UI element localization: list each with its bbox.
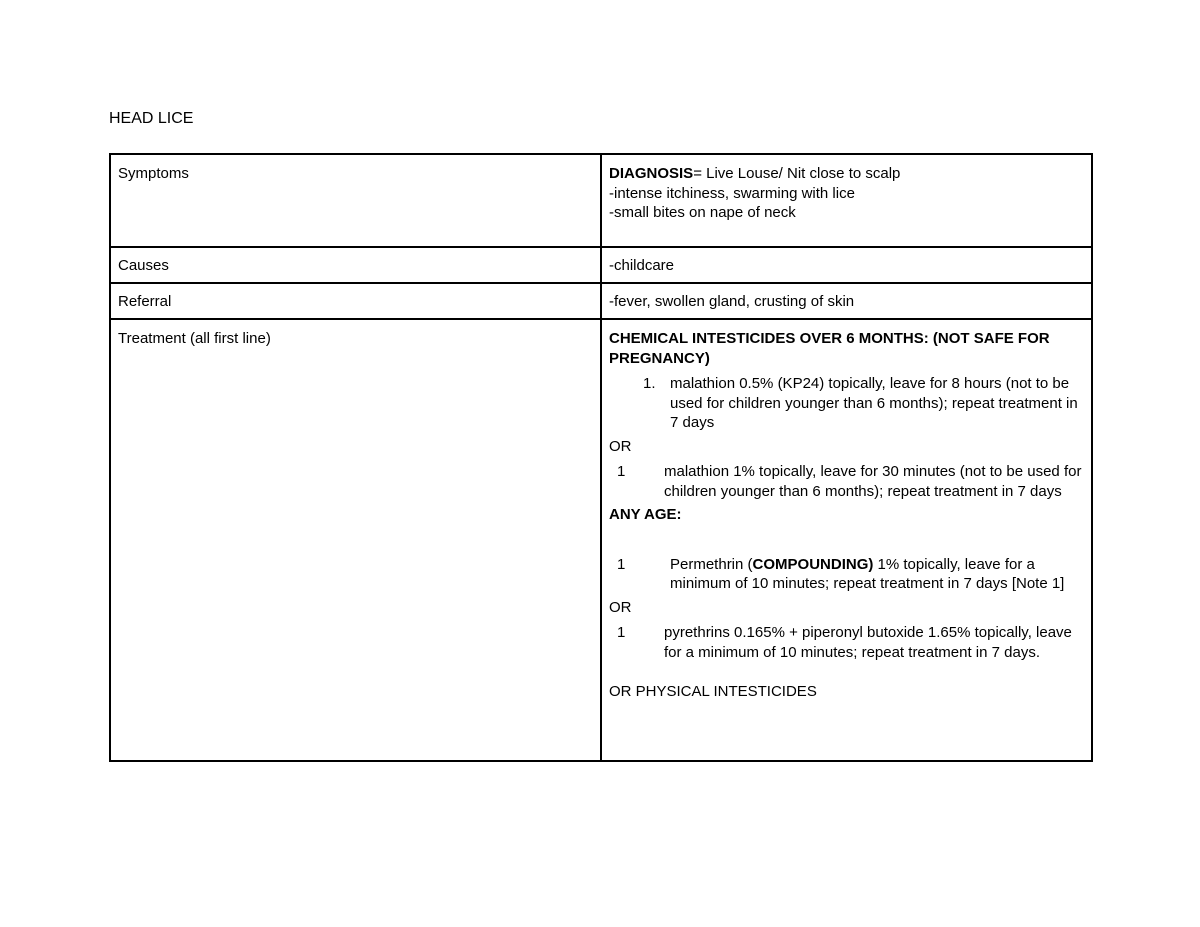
list-item-malathion-1 [609,462,1084,501]
diagnosis-line [609,164,1084,184]
chemical-heading-text: CHEMICAL INTESTICIDES OVER 6 MONTHS: (NOT SAFE FOR PREGNANCY) [609,330,1050,367]
or-separator: OR [609,437,632,455]
diagnosis-bold: DIAGNOSIS [609,165,694,182]
table-row-referral [110,283,1092,319]
compounding-bold: COMPOUNDING) [752,555,874,573]
causes-label: Causes [118,257,169,274]
causes-value: -childcare [609,257,675,274]
list-number: 1 [617,624,626,641]
permethrin-pre: Permethrin ( [670,555,753,573]
any-age-text: ANY AGE: [609,506,682,523]
chemical-heading [609,329,1084,368]
spacer [609,525,1084,549]
document-title: HEAD LICE [109,110,194,127]
list-item-pyrethrins [609,623,1084,662]
symptom-line-bites: -small bites on nape of neck [609,204,796,221]
permethrin-post: 1% topically, leave for a minimum of 10 minutes; repeat treatment in 7 days [Note 1] [670,555,1065,592]
or-separator: OR [609,598,632,616]
treatment-value-cell [601,319,1092,761]
symptoms-value-cell [601,154,1092,247]
referral-label: Referral [118,293,172,310]
list-text: pyrethrins 0.165% + piperonyl butoxide 1.65% topically, leave for a minimum of 10 minutes; repeat treatment in 7 days. [664,624,1072,661]
referral-value: -fever, swollen gland, crusting of skin [609,293,855,310]
symptom-line-itchiness: -intense itchiness, swarming with lice [609,184,855,202]
table-row-symptoms [110,154,1092,247]
treatment-label: Treatment (all first line) [118,330,271,347]
causes-label-cell [110,247,601,283]
list-item-malathion-05 [609,374,1084,433]
head-lice-table [109,153,1093,762]
list-text: malathion 0.5% (KP24) topically, leave for 8 hours (not to be used for children younger than 6 months); repeat treatment in 7 days [670,375,1078,431]
treatment-label-cell [110,319,601,761]
referral-label-cell [110,283,601,319]
symptoms-label-cell [110,154,601,247]
table-row-treatment [110,319,1092,761]
list-text [670,555,1084,594]
referral-value-cell [601,283,1092,319]
diagnosis-text: = Live Louse/ Nit close to scalp [693,165,901,182]
list-number: 1 [617,463,626,480]
physical-insecticides-line: OR PHYSICAL INTESTICIDES [609,683,817,700]
list-number: 1. [643,375,656,392]
causes-value-cell [601,247,1092,283]
symptoms-label: Symptoms [118,165,189,182]
list-number: 1 [617,555,626,573]
list-text: malathion 1% topically, leave for 30 minutes (not to be used for children younger than 6 months); repeat treatment in 7 days [664,463,1082,500]
spacer [609,666,1084,682]
list-item-permethrin [609,555,1084,594]
table-row-causes [110,247,1092,283]
any-age-heading [609,505,1084,525]
